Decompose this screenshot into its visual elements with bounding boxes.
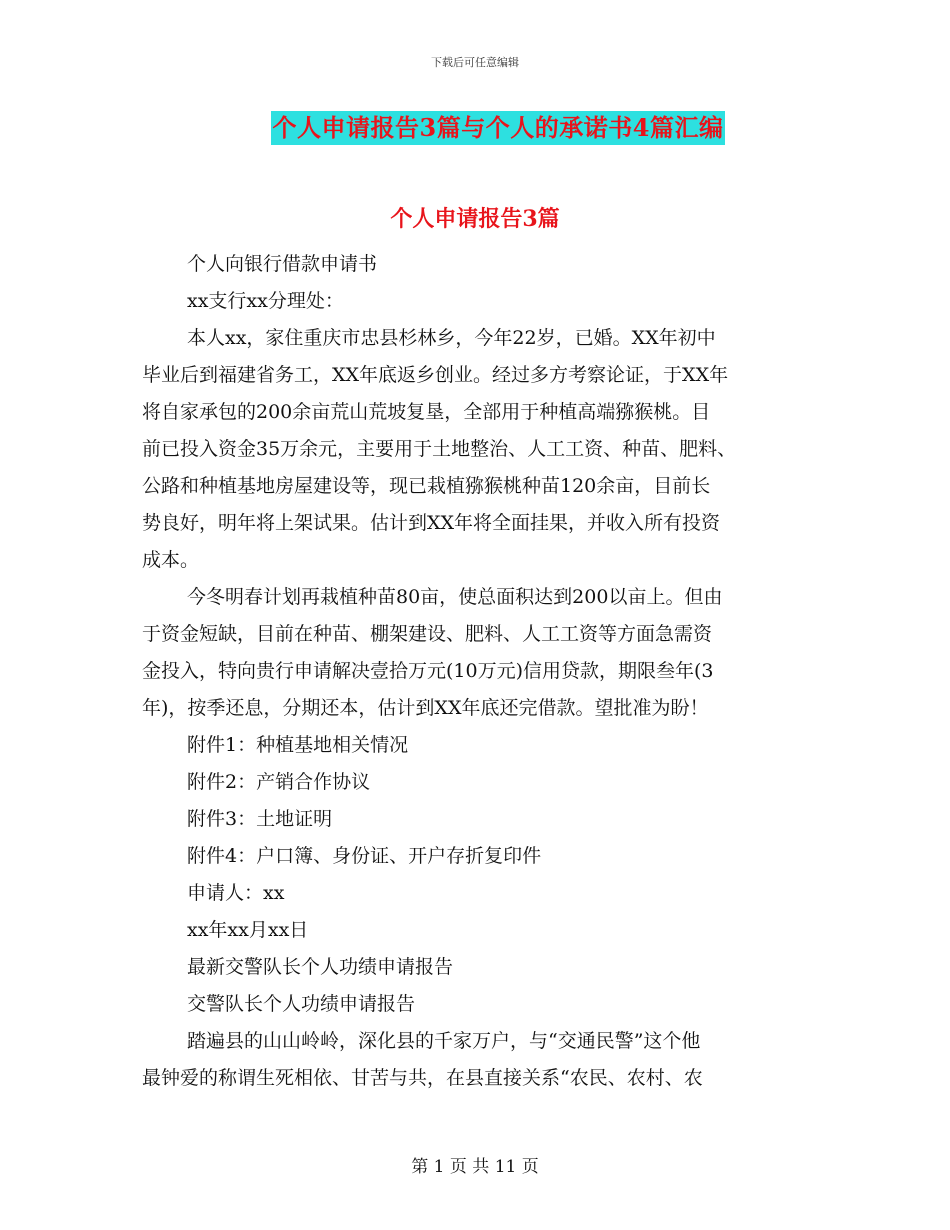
body-line: 最钟爱的称谓生死相依、甘苦与共，在县直接关系“农民、农村、农 [142, 1067, 703, 1089]
body-line: 公路和种植基地房屋建设等，现已栽植猕猴桃种苗120余亩，目前长 [142, 475, 711, 497]
main-title-wrap [0, 111, 950, 145]
body-line: 个人向银行借款申请书 [187, 253, 378, 275]
body-line: 金投入，特向贵行申请解决壹拾万元(10万元)信用贷款，期限叁年(3 [142, 660, 714, 682]
body-line: 最新交警队长个人功绩申请报告 [187, 956, 454, 978]
body-line: 交警队长个人功绩申请报告 [187, 993, 416, 1015]
header-note: 下载后可任意编辑 [431, 56, 519, 69]
body-line: 于资金短缺，目前在种苗、棚架建设、肥料、人工工资等方面急需资 [142, 623, 713, 645]
body-line: 踏遍县的山山岭岭，深化县的千家万户，与“交通民警”这个他 [187, 1030, 701, 1052]
body-line: 本人xx，家住重庆市忠县杉林乡，今年22岁，已婚。XX年初中 [187, 327, 716, 349]
body-line: 将自家承包的200余亩荒山荒坡复垦，全部用于种植高端猕猴桃。目 [142, 401, 711, 423]
body-line: 附件4：户口簿、身份证、开户存折复印件 [187, 845, 542, 867]
body-line: 成本。 [142, 549, 200, 571]
document-body [142, 246, 818, 1097]
body-line: xx支行xx分理处： [187, 290, 344, 312]
body-line: xx年xx月xx日 [187, 919, 309, 941]
body-line: 申请人：xx [187, 882, 285, 904]
section-title: 个人申请报告3篇 [390, 206, 560, 232]
body-line: 前已投入资金35万余元，主要用于土地整治、人工工资、种苗、肥料、 [142, 438, 737, 460]
main-title: 个人申请报告3篇与个人的承诺书4篇汇编 [271, 111, 726, 145]
body-line: 附件1：种植基地相关情况 [187, 734, 409, 756]
body-line: 势良好，明年将上架试果。估计到XX年将全面挂果，并收入所有投资 [142, 512, 721, 534]
body-line: 附件2：产销合作协议 [187, 771, 371, 793]
body-line: 毕业后到福建省务工，XX年底返乡创业。经过多方考察论证，于XX年 [142, 364, 729, 386]
body-line: 附件3：土地证明 [187, 808, 333, 830]
body-line: 年)，按季还息，分期还本，估计到XX年底还完借款。望批准为盼！ [142, 697, 709, 719]
page-footer: 第 1 页 共 11 页 [411, 1157, 539, 1177]
body-line: 今冬明春计划再栽植种苗80亩，使总面积达到200以亩上。但由 [187, 586, 723, 608]
